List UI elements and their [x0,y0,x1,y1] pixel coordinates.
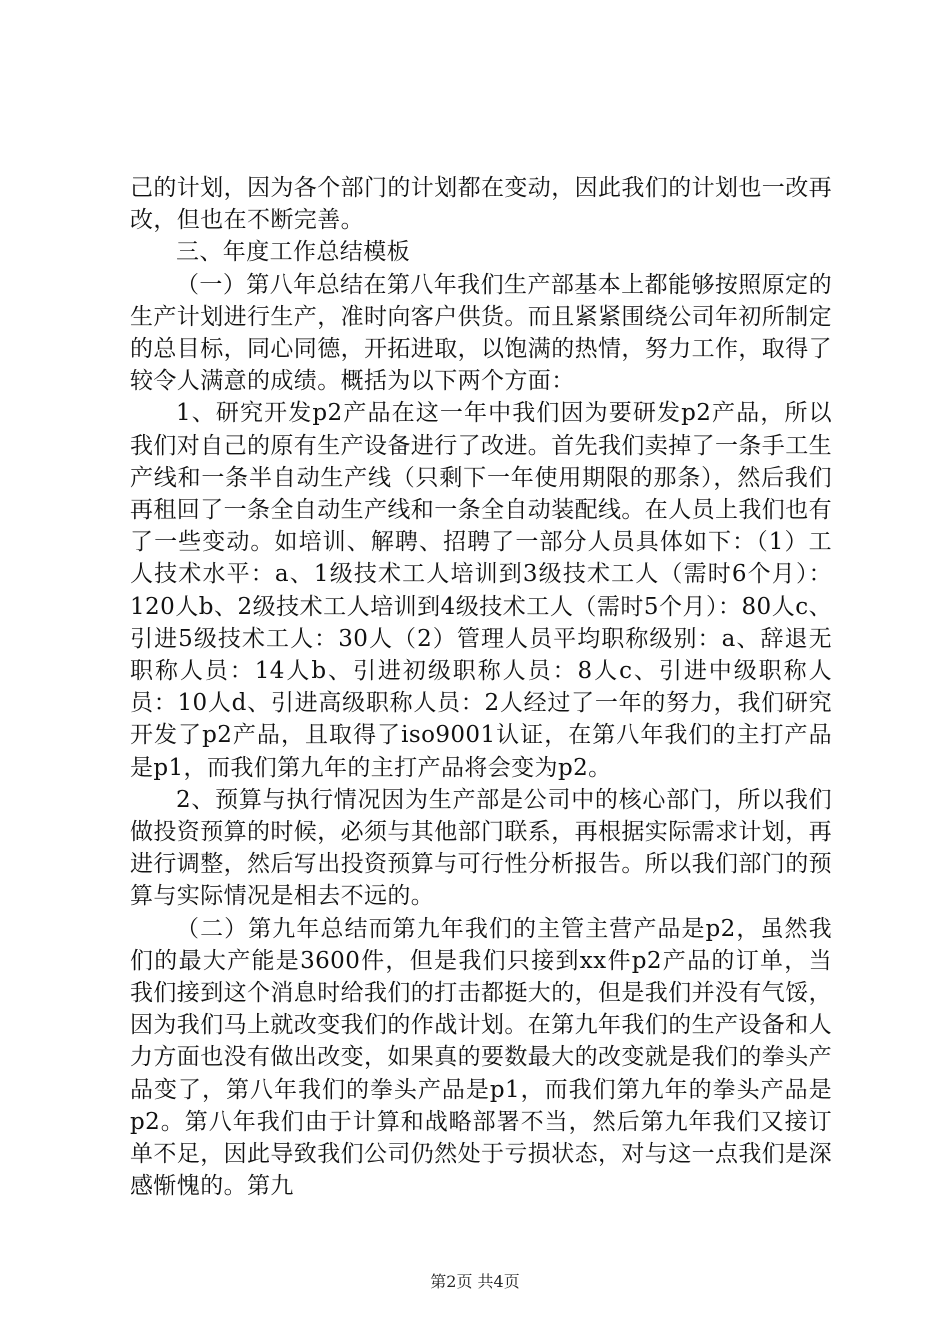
paragraph-year8-summary: （一）第八年总结在第八年我们生产部基本上都能够按照原定的生产计划进行生产，准时向客户供货。而且紧紧围绕公司年初所制定的总目标，同心同德，开拓进取，以饱满的热情，努力工作，取得了较令人满意的成绩。概括为以下两个方面： [130,271,832,395]
paragraph-item-1: 1、研究开发p2产品在这一年中我们因为要研发p2产品，所以我们对自己的原有生产设备进行了改进。首先我们卖掉了一条手工生产线和一条半自动生产线（只剩下一年使用期限的那条），然后我们再租回了一条全自动生产线和一条全自动装配线。在人员上我们也有了一些变动。如培训、解聘、招聘了一部分人员具体如下：（1）工人技术水平：a、1级技术工人培训到3级技术工人（需时6个月）：120人b、2级技术工人培训到4级技术工人（需时5个月）：80人c、引进5级技术工人：30人（2）管理人员平均职称级别：a、辞退无职称人员：14人b、引进初级职称人员：8人c、引进中级职称人员：10人d、引进高级职称人员：2人经过了一年的努力，我们研究开发了p2产品，且取得了iso9001认证，在第八年我们的主打产品是p1，而我们第九年的主打产品将会变为p2。 [130,400,832,781]
paragraph-continuation: 己的计划，因为各个部门的计划都在变动，因此我们的计划也一改再改，但也在不断完善。 [130,175,832,234]
document-body [130,172,832,1203]
page-number-footer: 第2页 共4页 [430,1272,520,1291]
paragraph-item-2: 2、预算与执行情况因为生产部是公司中的核心部门，所以我们做投资预算的时候，必须与其他部门联系，再根据实际需求计划，再进行调整，然后写出投资预算与可行性分析报告。所以我们部门的预算与实际情况是相去不远的。 [130,786,832,910]
paragraph-year9-summary: （二）第九年总结而第九年我们的主管主营产品是p2，虽然我们的最大产能是3600件，但是我们只接到xx件p2产品的订单，当我们接到这个消息时给我们的打击都挺大的，但是我们并没有气馁，因为我们马上就改变我们的作战计划。在第九年我们的生产设备和人力方面也没有做出改变，如果真的要数最大的改变就是我们的拳头产品变了，第八年我们的拳头产品是p1，而我们第九年的拳头产品是p2。第八年我们由于计算和战略部署不当，然后第九年我们又接订单不足，因此导致我们公司仍然处于亏损状态，对与这一点我们是深感惭愧的。第九 [130,915,832,1200]
section-heading: 三、年度工作总结模板 [176,239,410,266]
